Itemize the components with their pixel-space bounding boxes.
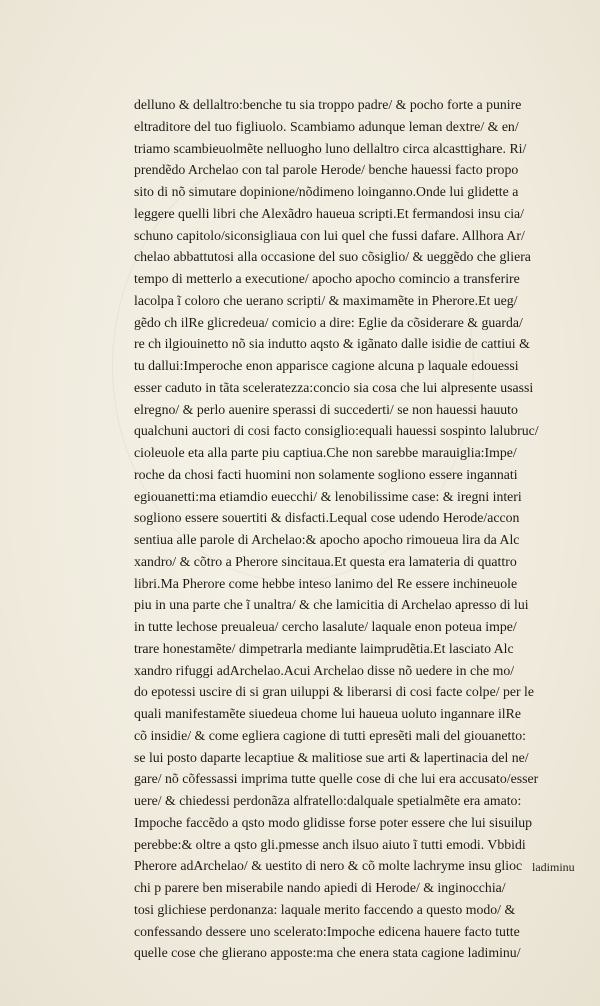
text-line: xandro rifuggi adArchelao.Acui Archelao disse nõ uedere in che mo/ (134, 662, 515, 678)
text-line: tu dallui:Imperoche enon apparisce cagione alcuna p laquale edouessi (134, 358, 519, 373)
text-line: qualchuni auctori di cosi facto consiglio:equali hauessi sospinto lalubruc/ (134, 423, 539, 439)
text-line: cioleuole eta alla parte piu captiua.Che non sarebbe marauiglia:Impe/ (134, 445, 517, 460)
catchword: ladiminu (532, 860, 575, 874)
text-line: Impoche faccẽdo a qsto modo glidisse forse poter essere che lui sisuilup (134, 814, 533, 830)
text-line: se lui posto daparte lecaptiue & malitiose sue arti & lapertinacia del ne/ (134, 749, 529, 765)
text-line: xandro/ & cõtro a Pherore sincitaua.Et questa era lamateria di quattro (134, 553, 517, 569)
text-line: triamo scambieuolmẽte nelluogho luno dellaltro circa alcasttighare. Ri/ (134, 140, 527, 156)
text-line: re ch ilgiouinetto nõ sia indutto aqsto & igãnato dalle isidie de cattiui & (134, 336, 530, 352)
text-line: schuno capitolo/siconsigliaua con lui quel che fussi dafare. Allhora Ar/ (134, 227, 525, 243)
text-line: chelao abbattutosi alla occasione del suo cõsiglio/ & ueggẽdo che gliera (134, 249, 531, 265)
text-line: delluno & dellaltro:benche tu sia troppo padre/ & pocho forte a punire (134, 97, 522, 112)
text-line: uere/ & chiedessi perdonãza alfratello:dalquale spetialmẽte era amato: (134, 793, 522, 808)
text-line: leggere quelli libri che Alexãdro haueua scripti.Et fermandosi insu cia/ (134, 205, 525, 221)
text-line: egiouanetti:ma etiamdio euecchi/ & lenobilissime case: & iregni interi (134, 488, 522, 504)
text-line: do epotessi uscire di si gran uiluppi & liberarsi di cosi facte colpe/ per le (134, 684, 534, 700)
text-line: eltraditore del tuo figliuolo. Scambiamo adunque leman dextre/ & en/ (134, 118, 519, 134)
text-line: elregno/ & perlo auenire sperassi di succederti/ se non hauessi hauuto (134, 401, 518, 417)
text-line: gẽdo ch ilRe glicredeua/ comicio a dire: Eglie da cõsiderare & guarda/ (134, 314, 523, 330)
text-line: prendẽdo Archelao con tal parole Herode/ benche hauessi facto propo (134, 162, 519, 178)
text-line: cõ insidie/ & come egliera cagione di tutti epresẽti mali del giouanetto: (134, 727, 526, 743)
text-line: sentiua alle parole di Archelao:& apocho apocho rimoueua lira da Alc (134, 532, 520, 547)
text-line: esser caduto in tãta sceleratezza:concio sia cosa che lui alpresente usassi (134, 379, 534, 395)
text-line: trare honestamẽte/ dimpetrarla mediante laimprudẽtia.Et lasciato Alc (134, 640, 514, 656)
text-line: in tutte lechose preualeua/ cercho lasalute/ laquale enon poteua impe/ (134, 619, 517, 634)
text-line: Pherore adArchelao/ & uestito di nero & cõ molte lachryme insu glioc (134, 858, 523, 874)
text-line: gare/ nõ cõfessassi imprima tutte quelle cose di che lui era accusato/esser (134, 771, 539, 787)
text-line: quelle cose che glierano apposte:ma che enera stata cagione ladiminu/ (134, 945, 521, 961)
text-line: tosi glichiese perdonanza: laquale merito faccendo a questo modo/ & (134, 901, 516, 917)
text-block (134, 94, 586, 964)
text-line: perebbe:& oltre a qsto gli.pmesse anch ilsuo aiuto ĩ tutti emodi. Vbbidi (134, 836, 526, 852)
text-line: sito di nõ simutare dopinione/nõdimeno loinganno.Onde lui glidette a (134, 184, 519, 199)
text-line: roche da chosi facti huomini non solamente sogliono essere ingannati (134, 466, 518, 482)
text-line: lacolpa ĩ coloro che uerano scripti/ & maximamẽte in Pherore.Et ueg/ (134, 292, 518, 308)
text-line: tempo di metterlo a executione/ apocho apocho comincio a transferire (134, 271, 520, 286)
text-line: confessando dessere uno scelerato:Impoche edicena hauere facto tutte (134, 923, 520, 939)
text-line: sogliono essere souertiti & disfacti.Lequal cose udendo Herode/accon (134, 510, 520, 526)
text-line: libri.Ma Pherore come hebbe inteso lanimo del Re essere inchineuole (134, 575, 518, 591)
text-line: chi p parere ben miserabile nando apiedi di Herode/ & inginocchia/ (134, 880, 506, 895)
text-line: quali manifestamẽte siuedeua chome lui haueua uoluto ingannare ilRe (134, 706, 521, 721)
text-line: piu in una parte che ĩ unaltra/ & che lamicitia di Archelao apresso di lui (134, 597, 529, 613)
